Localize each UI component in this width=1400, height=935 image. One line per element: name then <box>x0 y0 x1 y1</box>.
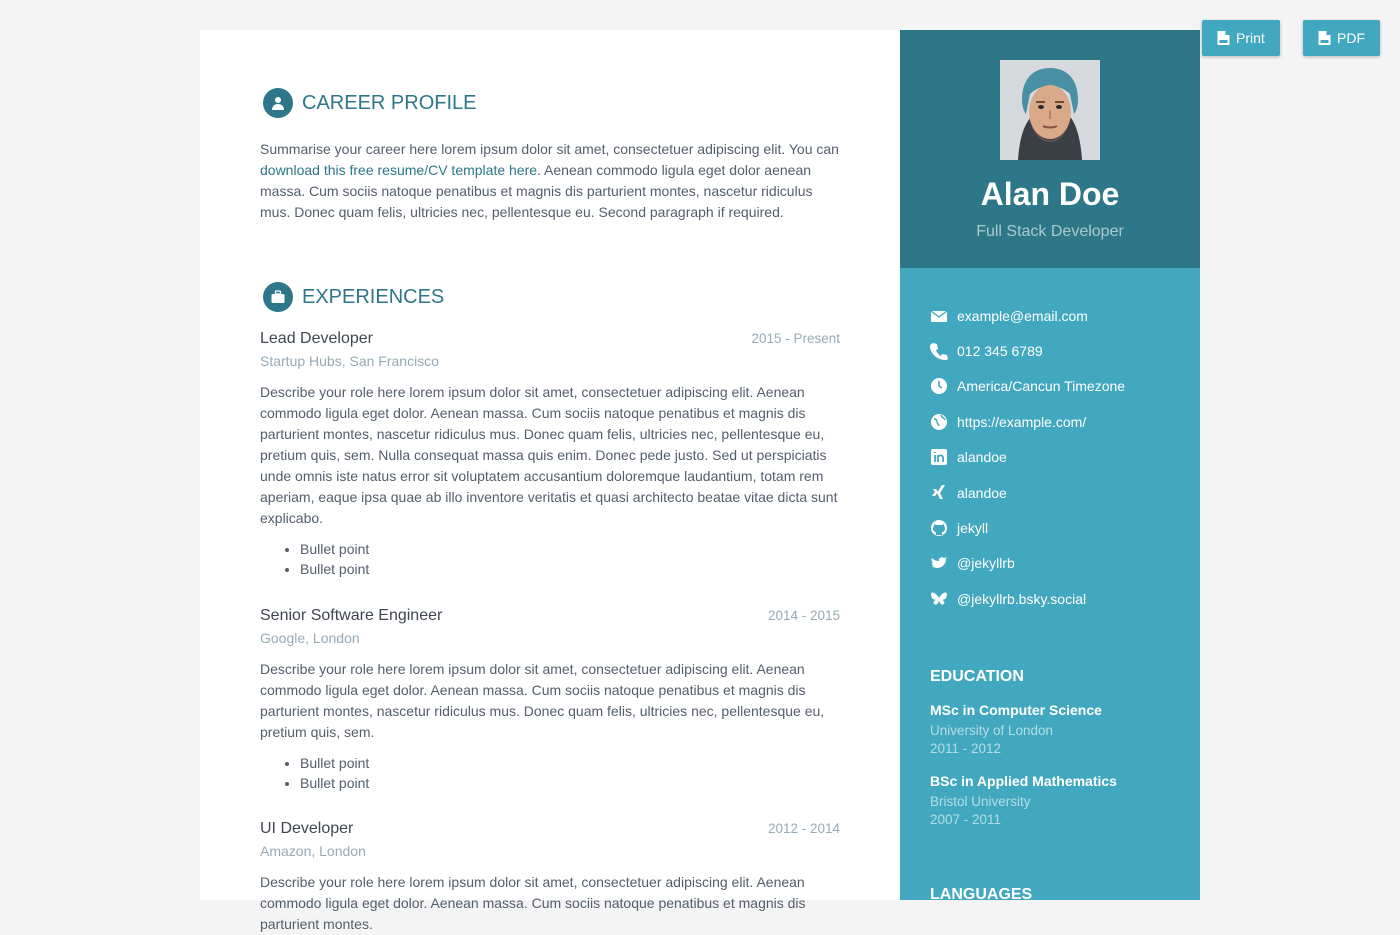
clock-icon <box>930 377 948 395</box>
job-bullets <box>260 539 840 579</box>
contact-website[interactable] <box>930 404 1170 439</box>
career-profile-heading <box>260 88 476 118</box>
contact-text: https://example.com/ <box>957 413 1087 430</box>
template-download-link[interactable]: download this free resume/CV template here <box>260 162 538 178</box>
contact-github[interactable] <box>930 510 1170 545</box>
briefcase-icon <box>263 282 293 312</box>
school: Bristol University <box>930 794 1031 809</box>
pdf-label: PDF <box>1337 30 1365 46</box>
profile-header <box>900 30 1200 268</box>
contact-list <box>900 268 1200 617</box>
education-item <box>930 702 1102 758</box>
globe-icon <box>930 413 948 431</box>
contact-text: 012 345 6789 <box>957 343 1043 360</box>
job-title: UI Developer <box>260 820 354 837</box>
education-time: 2011 - 2012 <box>930 741 1002 756</box>
file-pdf-icon <box>1217 31 1230 45</box>
school: University of London <box>930 723 1054 738</box>
job-time: 2015 - Present <box>751 331 840 346</box>
experiences-title: EXPERIENCES <box>302 285 445 308</box>
file-pdf-icon <box>1318 31 1331 45</box>
contact-linkedin[interactable] <box>930 440 1170 475</box>
contact-text: alandoe <box>957 449 1007 466</box>
contact-phone[interactable] <box>930 333 1170 368</box>
job-time: 2014 - 2015 <box>767 608 840 623</box>
contact-text: alandoe <box>957 484 1007 501</box>
degree: BSc in Applied Mathematics <box>930 773 1117 789</box>
job-title: Senior Software Engineer <box>260 607 443 624</box>
bullet-item: • Bullet point <box>300 753 840 773</box>
bluesky-icon <box>930 590 948 608</box>
contact-email[interactable] <box>930 298 1170 333</box>
pdf-button[interactable] <box>1303 20 1380 56</box>
job-company: Startup Hubs, San Francisco <box>260 353 439 369</box>
envelope-icon <box>930 307 948 325</box>
career-profile-title: CAREER PROFILE <box>302 91 477 114</box>
resume-sheet <box>200 30 1200 932</box>
contact-text: example@email.com <box>957 307 1088 324</box>
summary-text-end: . Aenean commodo ligula eget dolor aenean massa. Cum sociis natoque penatibus et magnis dis parturient montes, nascetur ridiculus mus. Donec quam felis, ultricies nec, pellentesque eu. Second paragraph if required. <box>260 162 813 220</box>
print-label: Print <box>1236 30 1265 46</box>
contact-text: @jekyllrb.bsky.social <box>957 590 1087 607</box>
job-bullets <box>260 753 840 793</box>
job-company: Google, London <box>260 630 360 646</box>
job-title: Lead Developer <box>260 330 373 347</box>
github-icon <box>930 519 948 537</box>
twitter-icon <box>930 554 948 572</box>
job-company: Amazon, London <box>260 843 366 859</box>
bullet-item: • Bullet point <box>300 773 840 793</box>
bullet-item: • Bullet point <box>300 559 840 579</box>
main-column <box>200 30 900 932</box>
contact-xing[interactable] <box>930 475 1170 510</box>
person-name: Alan Doe <box>980 176 1120 212</box>
print-button[interactable] <box>1202 20 1280 56</box>
job-time: 2012 - 2014 <box>767 821 840 836</box>
education-heading: EDUCATION <box>930 668 1024 685</box>
linkedin-icon <box>930 448 948 466</box>
career-summary <box>260 139 845 223</box>
languages-heading: LANGUAGES <box>930 886 1033 903</box>
job-description: Describe your role here lorem ipsum dolor sit amet, consectetuer adipiscing elit. Aenean commodo ligula eget dolor. Aenean massa. Cum sociis natoque penatibus et magnis dis parturient montes, nascetur ridiculus mus. Donec quam felis, ultricies nec, pellentesque eu, pretium quis, sem. Nulla consequat massa quis enim. Donec pede justo. Sed ut perspiciatis unde omnis iste natus error sit voluptatem accusantium doloremque laudantium, totam rem aperiam, eaque ipsa quae ab illo inventore veritatis et quasi architecto beatae vitae dicta sunt explicabo. <box>260 384 838 526</box>
contact-text: America/Cancun Timezone <box>957 378 1126 395</box>
contact-text: @jekyllrb <box>957 555 1015 572</box>
experience-item <box>260 820 840 935</box>
contact-twitter[interactable] <box>930 546 1170 581</box>
bullet-item: • Bullet point <box>300 539 840 559</box>
education-item <box>930 773 1117 829</box>
experience-item <box>260 607 840 793</box>
user-icon <box>263 88 293 118</box>
contact-timezone <box>930 369 1170 404</box>
job-description: Describe your role here lorem ipsum dolor sit amet, consectetuer adipiscing elit. Aenean commodo ligula eget dolor. Aenean massa. Cum sociis natoque penatibus et magnis dis parturient montes. <box>260 874 806 932</box>
job-description: Describe your role here lorem ipsum dolor sit amet, consectetuer adipiscing elit. Aenean commodo ligula eget dolor. Aenean massa. Cum sociis natoque penatibus et magnis dis parturient montes, nascetur ridiculus mus. Donec quam felis, ultricies nec, pellentesque eu, pretium quis, sem. <box>260 661 825 740</box>
experience-item <box>260 330 840 579</box>
education-time: 2007 - 2011 <box>930 812 1002 827</box>
avatar <box>1000 60 1100 160</box>
xing-icon <box>930 484 948 502</box>
contact-text: jekyll <box>957 520 989 537</box>
job-tagline: Full Stack Developer <box>976 223 1124 240</box>
experiences-heading <box>260 282 444 312</box>
contact-bluesky[interactable] <box>930 581 1170 616</box>
degree: MSc in Computer Science <box>930 702 1102 718</box>
sidebar <box>900 30 1200 903</box>
summary-text-start: Summarise your career here lorem ipsum dolor sit amet, consectetuer adipiscing elit. You can <box>260 141 839 157</box>
phone-icon <box>930 342 948 360</box>
